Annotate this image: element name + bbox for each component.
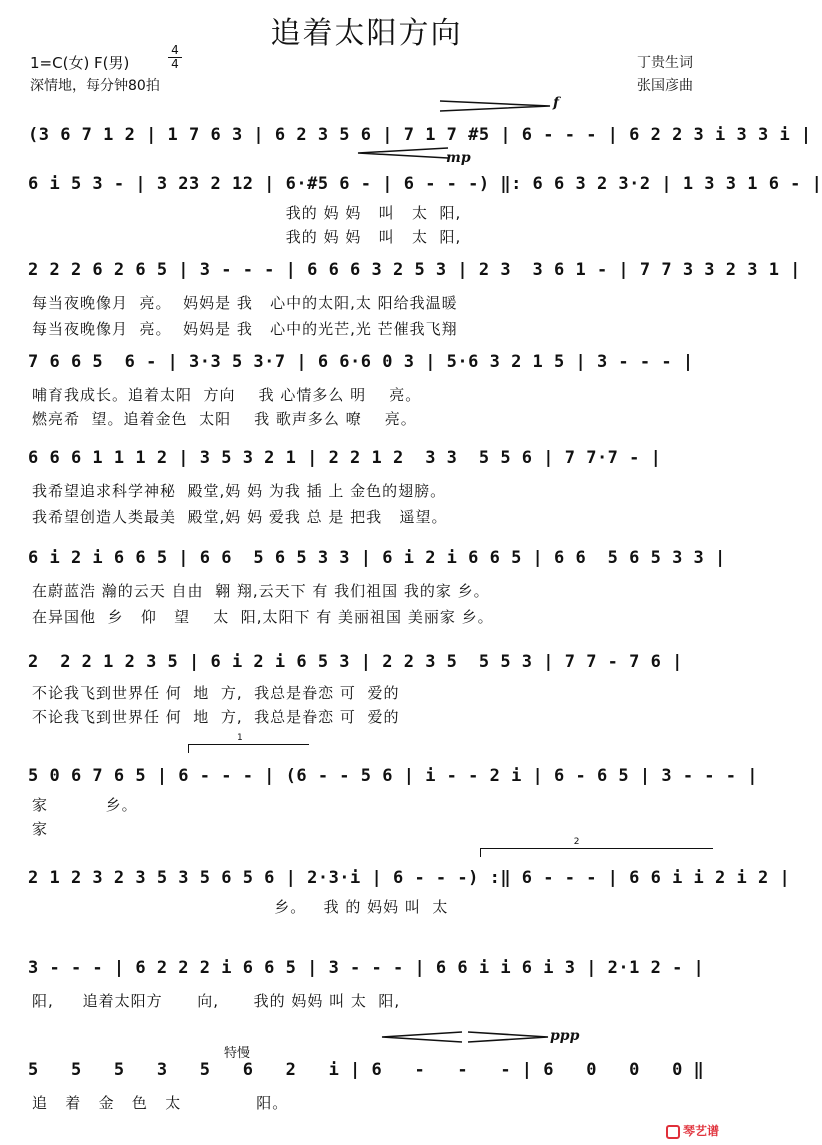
notation-line: 2 1 2 3 2 3 5 3 5 6 5 6 | 2·3·i | 6 - - -) :‖ 6 - - - | 6 6 i i 2 i 2 |	[28, 868, 791, 888]
logo-text: 琴艺谱	[682, 1124, 719, 1138]
time-signature	[168, 44, 182, 71]
song-title: 追着太阳方向	[270, 16, 463, 51]
lyric-verse-2: 我的 妈 妈 叫 太 阳,	[32, 228, 462, 246]
notation-line: (3 6 7 1 2 | 1 7 6 3 | 6 2 3 5 6 | 7 1 7 #5 | 6 - - - | 6 2 2 3 i 3 3 i |	[28, 125, 812, 145]
decrescendo-hairpin	[358, 146, 448, 160]
notation-line: 2 2 2 1 2 3 5 | 6 i 2 i 6 5 3 | 2 2 3 5 5 5 3 | 7 7 - 7 6 |	[28, 652, 683, 672]
dynamic-ppp: ppp	[550, 1028, 580, 1044]
volta-1-label: 1	[237, 733, 243, 743]
lyric-verse-1: 家 乡。	[32, 796, 138, 814]
tempo-mark-te-man: 特慢	[224, 1046, 251, 1061]
lyric-verse-1: 哺育我成长。追着太阳 方向 我 心情多么 明 亮。	[32, 386, 422, 404]
notation-line: 5 5 5 3 5 6 2 i | 6 - - - | 6 0 0 0 ‖	[28, 1060, 705, 1080]
lyric-verse-1: 我的 妈 妈 叫 太 阳,	[32, 204, 462, 222]
lyric-verse-2: 家	[32, 820, 49, 838]
time-signature-top: 4	[171, 43, 179, 57]
key-signature: 1=C(女) F(男)	[30, 54, 130, 72]
lyric-verse-2: 在异国他 乡 仰 望 太 阳,太阳下 有 美丽祖国 美丽家 乡。	[32, 608, 494, 626]
notation-line: 7 6 6 5 6 - | 3·3 5 3·7 | 6 6·6 0 3 | 5·6 3 2 1 5 | 3 - - - |	[28, 352, 694, 372]
composer: 张国彦曲	[637, 78, 693, 94]
tempo-marking: 深情地，每分钟80拍	[30, 78, 160, 94]
notation-line: 5 0 6 7 6 5 | 6 - - - | (6 - - 5 6 | i - - 2 i | 6 - 6 5 | 3 - - - |	[28, 766, 758, 786]
notation-line: 6 i 2 i 6 6 5 | 6 6 5 6 5 3 3 | 6 i 2 i 6 6 5 | 6 6 5 6 5 3 3 |	[28, 548, 726, 568]
notation-line: 2 2 2 6 2 6 5 | 3 - - - | 6 6 6 3 2 5 3 | 2 3 3 6 1 - | 7 7 3 3 2 3 1 |	[28, 260, 801, 280]
volta-2-label: 2	[573, 837, 580, 847]
lyric-verse-1: 追 着 金 色 太 阳。	[32, 1094, 289, 1112]
lyric-verse-2: 燃亮希 望。追着金色 太阳 我 歌声多么 嘹 亮。	[32, 410, 417, 428]
time-signature-bottom: 4	[168, 57, 182, 71]
lyric-verse-2: 我希望创造人类最美 殿堂,妈 妈 爱我 总 是 把我 遥望。	[32, 508, 448, 526]
notation-line: 6 6 6 1 1 1 2 | 3 5 3 2 1 | 2 2 1 2 3 3 5 5 6 | 7 7·7 - |	[28, 448, 662, 468]
lyric-verse-1: 在蔚蓝浩 瀚的云天 自由 翱 翔,云天下 有 我们祖国 我的家 乡。	[32, 582, 490, 600]
second-ending-bracket	[480, 837, 713, 857]
crescendo-hairpin	[440, 99, 550, 113]
lyric-verse-1: 阳, 追着太阳方 向, 我的 妈妈 叫 太 阳,	[32, 992, 401, 1010]
crescendo-hairpin	[382, 1030, 462, 1044]
lyric-verse-1: 每当夜晚像月 亮。 妈妈是 我 心中的太阳,太 阳给我温暖	[32, 294, 458, 312]
lyric-verse-1: 我希望追求科学神秘 殿堂,妈 妈 为我 插 上 金色的翅膀。	[32, 482, 447, 500]
lyric-verse-2: 每当夜晚像月 亮。 妈妈是 我 心中的光芒,光 芒催我飞翔	[32, 320, 458, 338]
lyricist: 丁贵生词	[637, 55, 693, 71]
dynamic-mp: mp	[446, 150, 471, 166]
lyric-verse-1: 乡。 我 的 妈妈 叫 太	[32, 898, 449, 916]
notation-line: 3 - - - | 6 2 2 2 i 6 6 5 | 3 - - - | 6 6 i i 6 i 3 | 2·1 2 - |	[28, 958, 705, 978]
logo-icon	[666, 1125, 680, 1139]
dynamic-f: f	[553, 95, 560, 111]
watermark-logo	[666, 1122, 719, 1139]
first-ending-bracket	[188, 733, 309, 753]
lyric-verse-1: 不论我飞到世界任 何 地 方, 我总是眷恋 可 爱的	[32, 684, 400, 702]
notation-line: 6 i 5 3 - | 3 23 2 12 | 6·#5 6 - | 6 - - -) ‖: 6 6 3 2 3·2 | 1 3 3 1 6 - |	[28, 174, 822, 194]
decrescendo-hairpin	[468, 1030, 548, 1044]
lyric-verse-2: 不论我飞到世界任 何 地 方, 我总是眷恋 可 爱的	[32, 708, 400, 726]
